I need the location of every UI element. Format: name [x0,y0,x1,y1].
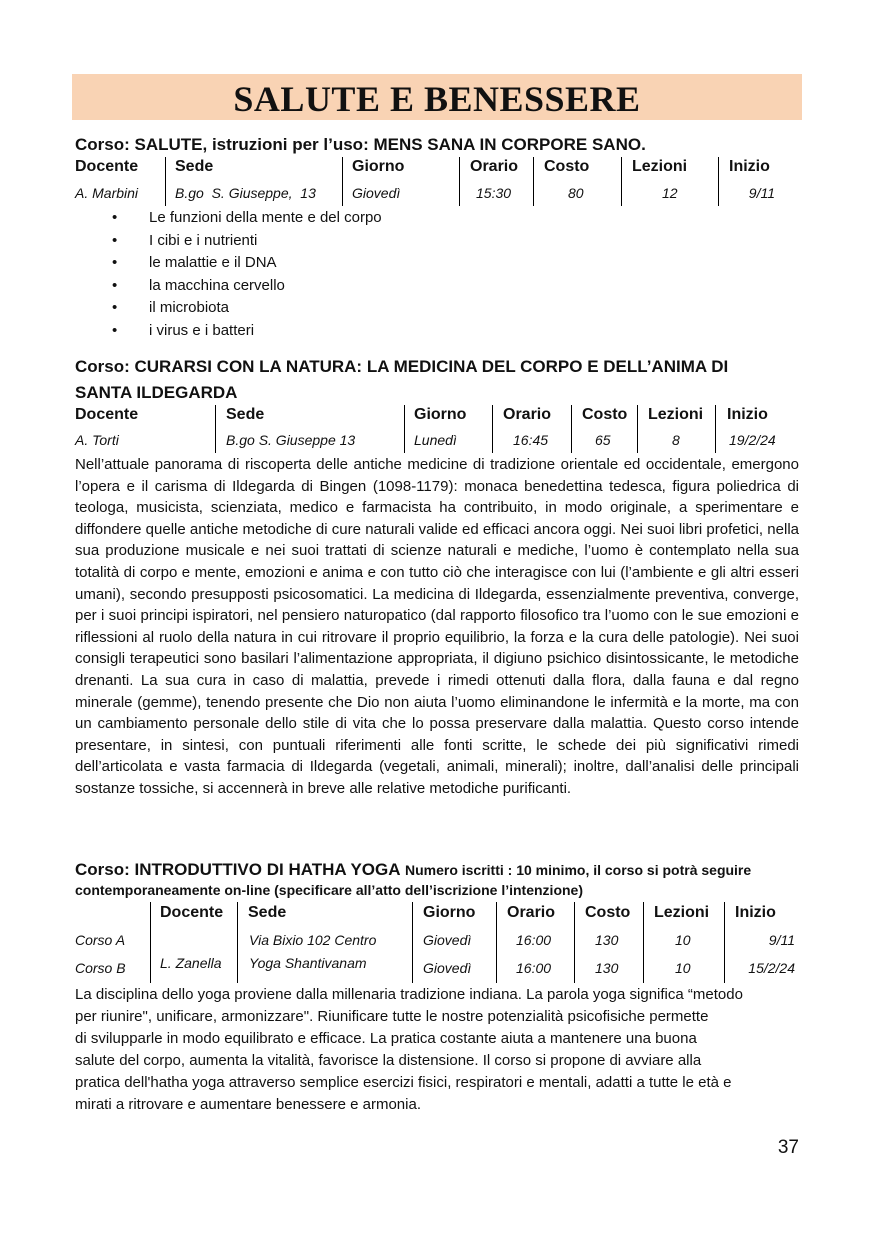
c2-header-giorno: Giorno [414,406,467,423]
table-divider [571,405,572,453]
c3-header-costo: Costo [585,904,631,921]
table-divider [492,405,493,453]
table-divider [342,157,343,206]
table-divider [412,902,413,983]
table-divider [637,405,638,453]
c2-header-orario: Orario [503,406,552,423]
course2-description: Nell’attuale panorama di riscoperta delle antiche medicine di tradizione orientale ed occidentale, emergono l’opera e il carisma di Ildegarda di Bingen (1098-1179): monaca benedettina tedesca, figura poliedrica di teologa, musicista, scienziata, medico e farmacista ha contribuito, in modo originale, a sperimentare e diffondere quelle antiche metodiche di cure naturali valide ed efficaci ancora oggi. Nei suoi libri profetici, nella sua produzione musicale e nei suoi trattati di scienze naturali e mediche, l’uomo è contemplato nella sua totalità di corpo e mente, emozioni e anima e con tutto ciò che interagisce con lui (l’ambiente e gli altri esseri umani), secondo presupposti psicosomatici. La medicina di Ildegarda, essenzialmente preventiva, converge, per i suoi principi ispiratori, nel pensiero naturopatico (dal rapporto filosofico tra l’uomo con le sue emozioni e riflessioni al ruolo della natura in cui ritrovare il proprio equilibrio, la forza e la cura delle patologie). Nei suoi consigli terapeutici sono basilari l’alimentazione appropriata, il digiuno psichico disintossicante, le metodiche drenanti. La sua cura in caso di malattia, prevede i rimedi ottenuti dalla flora, dalla fauna e dal regno minerale (gemme), tenendo presente che Dio non aiuta l’uomo eliminandone le infermità e la morte, ma con un cambiamento personale dello stile di vita che lo possa preservare dalla malattia. Questo corso intende presentare, in sintesi, con puntuali riferimenti alle fonti scritte, le schede dei più significativi rimedi dell’articolata e vasta farmacia di Ildegarda (vegetali, animali, minerali); inoltre, dall’analisi delle principali sostanze tossiche, si accennerà in breve alle relative metodiche purificanti. [75,456,799,797]
list-item: • i virus e i batteri [112,320,382,343]
c1-lezioni: 12 [662,185,678,201]
c3-row-b-label: Corso B [75,960,126,976]
c1-header-orario: Orario [470,158,519,175]
c2-header-inizio: Inizio [727,406,768,423]
course3-note-line2: contemporaneamente on-line (specificare all’atto dell’iscrizione l’intenzione) [75,882,583,898]
c3-header-orario: Orario [507,904,556,921]
description-line: pratica dell'hatha yoga attraverso semplice esercizi fisici, respiratori e mentali, adatti a tutte le età e [75,1074,732,1091]
table-divider [724,902,725,983]
c3-header-inizio: Inizio [735,904,776,921]
description-line: La disciplina dello yoga proviene dalla millenaria tradizione indiana. La parola yoga significa “metodo [75,986,743,1003]
course3-note-line1: Numero iscritti : 10 minimo, il corso si potrà seguire [404,862,752,878]
c1-header-costo: Costo [544,158,590,175]
course3-title-row [75,858,751,881]
course1-topic-list [112,207,382,343]
c3-docente: L. Zanella [160,955,222,971]
table-divider [715,405,716,453]
description-line: di svilupparle in modo equilibrato e efficace. La pratica costante aiuta a mantenere una buona [75,1030,697,1047]
c1-sede: B.go S. Giuseppe, 13 [175,185,316,201]
page-number: 37 [777,1137,799,1158]
c1-header-sede: Sede [175,158,214,175]
table-divider [718,157,719,206]
c3-row-a-inizio: 9/11 [768,932,795,948]
table-divider [150,902,151,983]
c1-header-inizio: Inizio [729,158,770,175]
list-item: • le malattie e il DNA [112,252,382,275]
c1-giorno: Giovedì [352,185,401,201]
c3-row-a-label: Corso A [75,932,126,948]
c2-costo: 65 [595,432,611,448]
c1-inizio: 9/11 [748,185,775,201]
table-divider [533,157,534,206]
table-divider [496,902,497,983]
c3-row-a-lezioni: 10 [675,932,691,948]
table-divider [621,157,622,206]
c1-header-giorno: Giorno [352,158,405,175]
c3-sede-line1: Via Bixio 102 Centro [249,932,377,948]
course2-title-line1: Corso: CURARSI CON LA NATURA: LA MEDICINA DEL CORPO E DELL’ANIMA DI [75,357,729,376]
c3-row-b-lezioni: 10 [675,960,691,976]
c2-docente: A. Torti [75,432,119,448]
c3-sede-line2: Yoga Shantivanam [249,955,367,971]
list-item: • la macchina cervello [112,275,382,298]
c2-header-docente: Docente [75,406,139,423]
c1-header-lezioni: Lezioni [632,158,688,175]
c3-row-a-giorno: Giovedì [423,932,472,948]
c2-orario: 16:45 [513,432,549,448]
table-divider [404,405,405,453]
c2-sede: B.go S. Giuseppe 13 [226,432,356,448]
course3-title: Corso: INTRODUTTIVO DI HATHA YOGA [75,860,401,879]
c3-row-b-inizio: 15/2/24 [748,960,795,976]
table-divider [459,157,460,206]
c2-header-lezioni: Lezioni [648,406,704,423]
c2-inizio: 19/2/24 [729,432,776,448]
description-line: salute del corpo, aumenta la vitalità, favorisce la distensione. Il corso si propone di avviare alla [75,1052,702,1069]
c1-costo: 80 [568,185,584,201]
c1-header-docente: Docente [75,158,139,175]
c3-row-b-costo: 130 [595,960,619,976]
c2-header-costo: Costo [582,406,628,423]
c3-header-sede: Sede [248,904,287,921]
c3-header-lezioni: Lezioni [654,904,710,921]
list-item: • il microbiota [112,297,382,320]
c3-header-docente: Docente [160,904,224,921]
table-divider [574,902,575,983]
list-item: • Le funzioni della mente e del corpo [112,207,382,230]
course2-title-line2: SANTA ILDEGARDA [75,383,238,402]
c3-row-b-giorno: Giovedì [423,960,472,976]
table-divider [237,902,238,983]
c3-row-a-costo: 130 [595,932,619,948]
c1-docente: A. Marbini [75,185,139,201]
page-title: SALUTE E BENESSERE [72,74,802,120]
c3-row-b-orario: 16:00 [516,960,552,976]
c1-orario: 15:30 [476,185,512,201]
table-divider [165,157,166,206]
course1-title: Corso: SALUTE, istruzioni per l’uso: MENS SANA IN CORPORE SANO. [75,135,646,154]
c2-lezioni: 8 [672,432,680,448]
course3-description [75,984,799,1116]
c2-giorno: Lunedì [414,432,457,448]
table-divider [215,405,216,453]
table-divider [643,902,644,983]
description-line: per riunire", unificare, armonizzare". Riunificare tutte le nostre potenzialità psicofisiche permette [75,1008,709,1025]
c3-header-giorno: Giorno [423,904,476,921]
description-line: mirati a ritrovare e aumentare benessere e armonia. [75,1096,421,1113]
list-item: • I cibi e i nutrienti [112,230,382,253]
c2-header-sede: Sede [226,406,265,423]
c3-row-a-orario: 16:00 [516,932,552,948]
